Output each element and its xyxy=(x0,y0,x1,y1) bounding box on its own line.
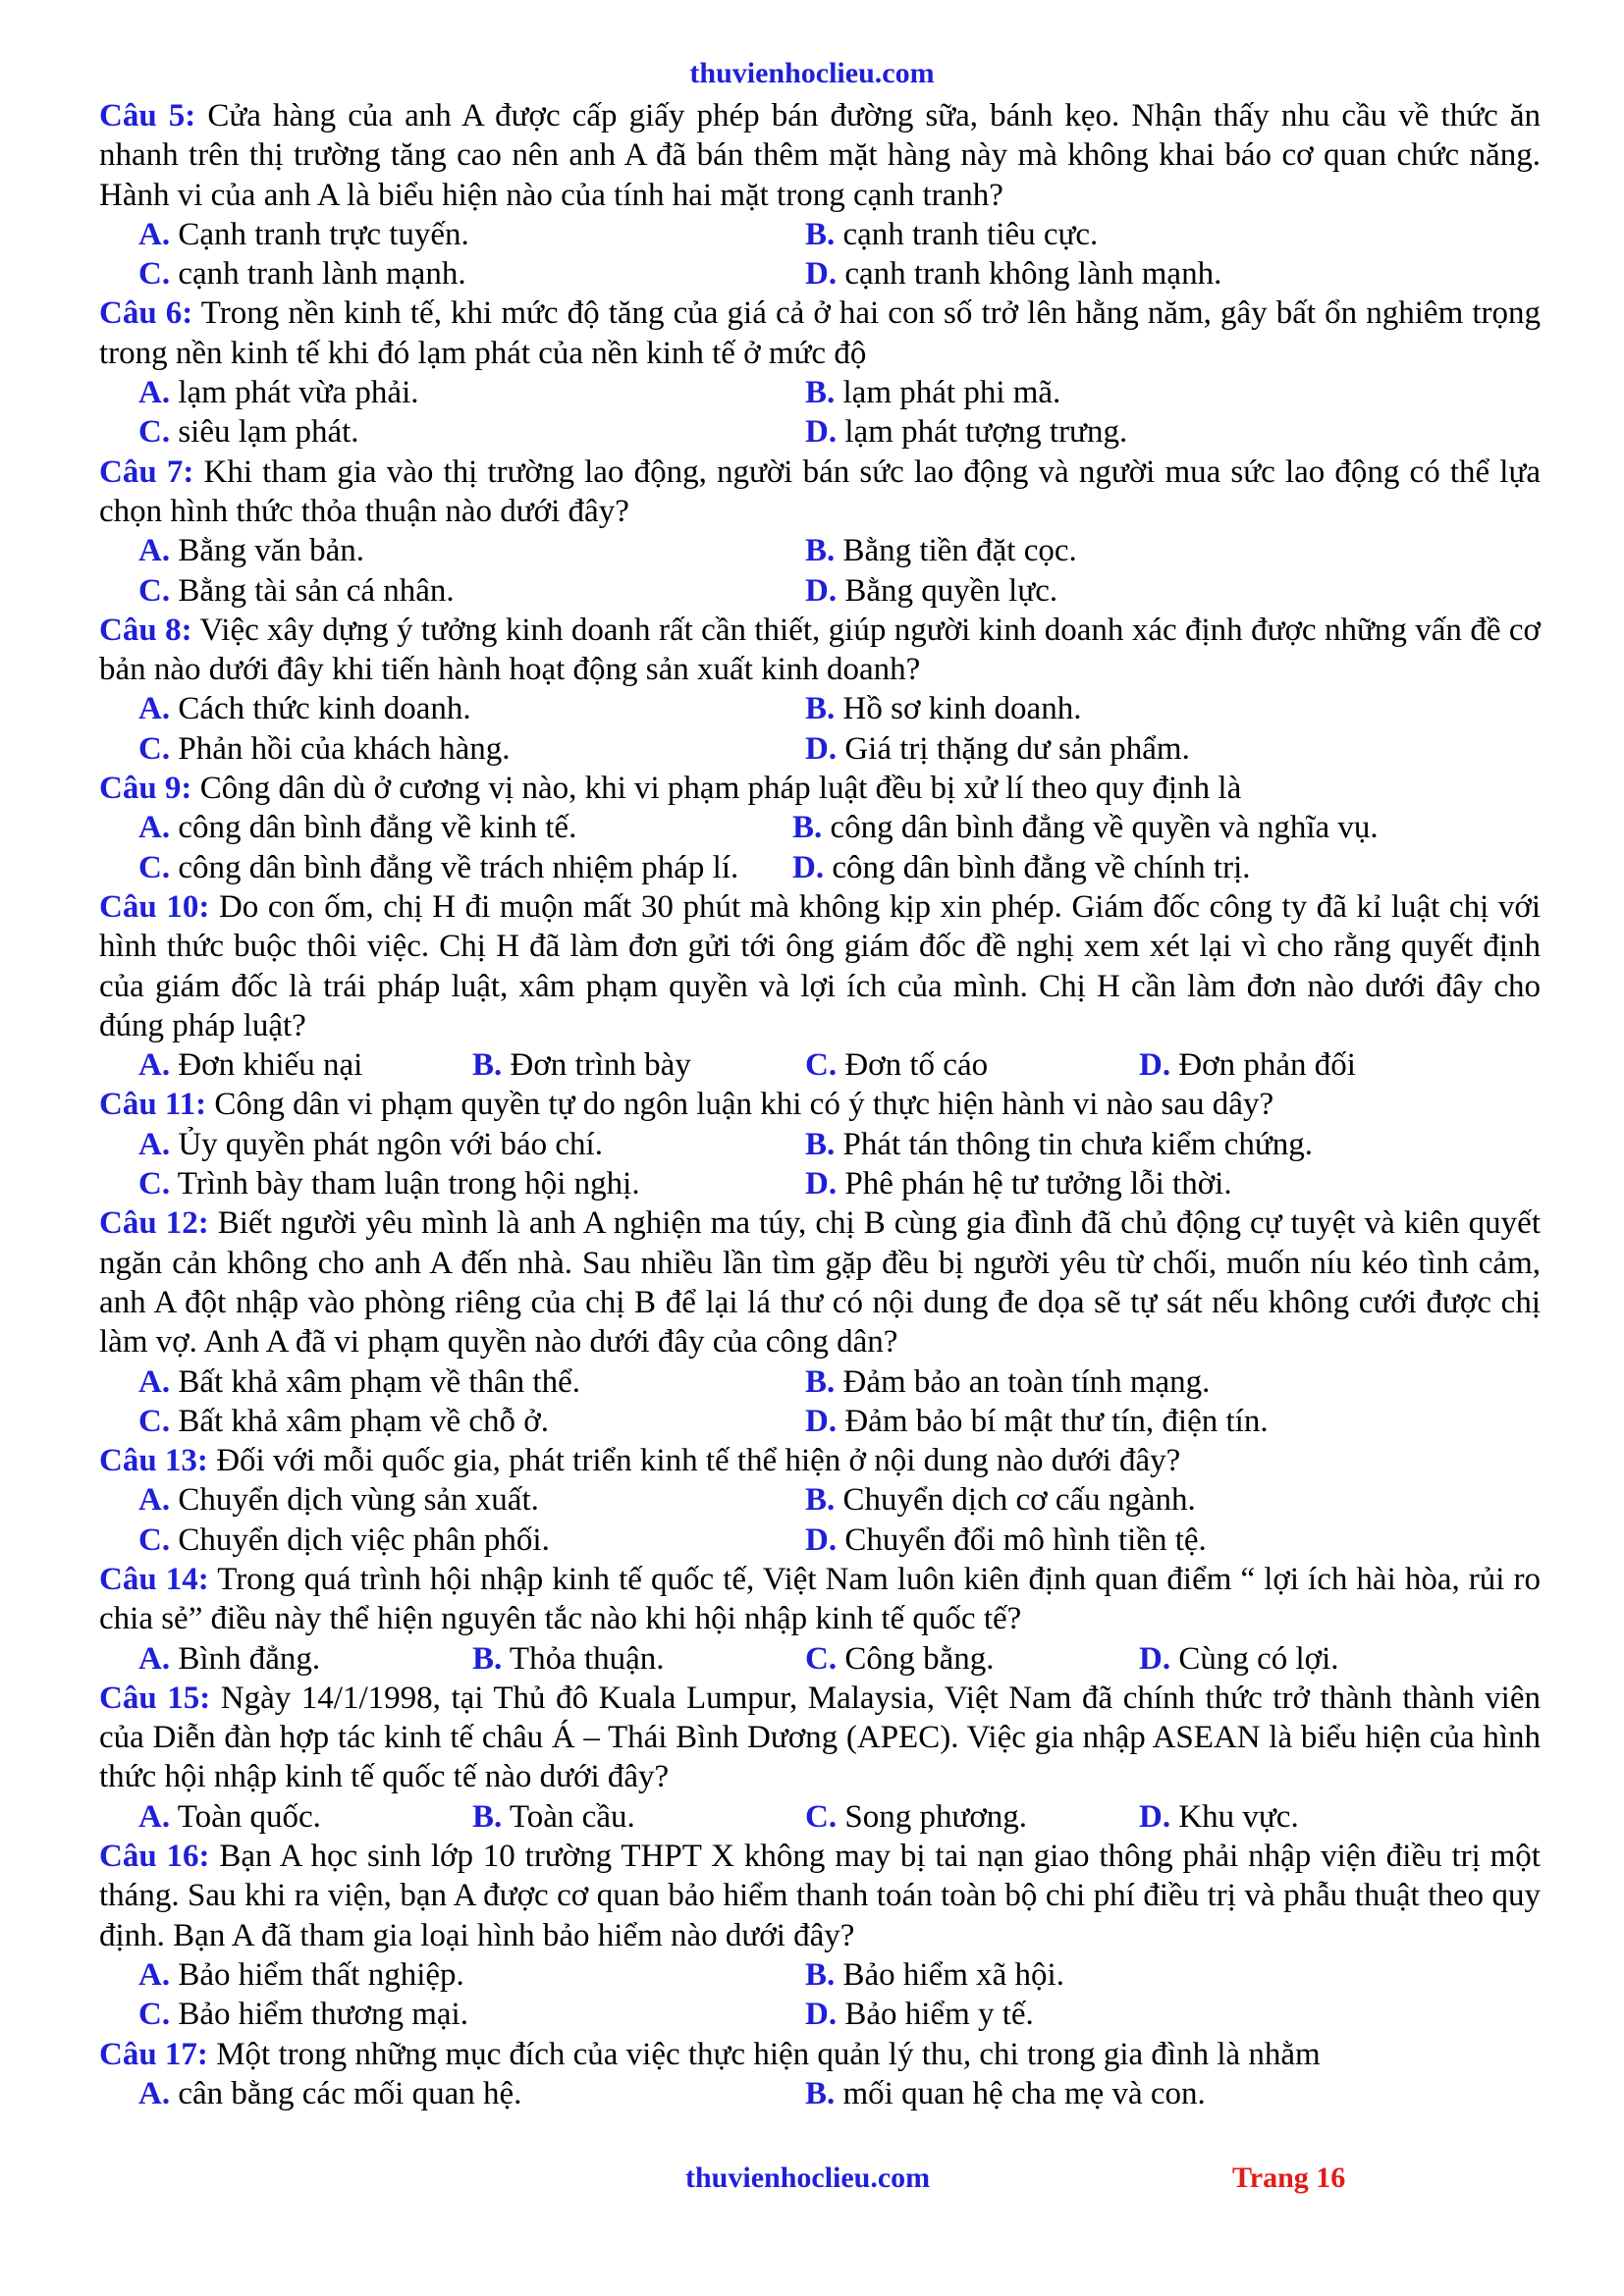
option-letter: A. xyxy=(138,1640,171,1677)
question-label: Câu 17: xyxy=(99,2036,208,2072)
option-text: lạm phát phi mã. xyxy=(842,375,1061,411)
option-b xyxy=(805,1955,1541,1995)
question-6 xyxy=(99,294,1541,452)
option-letter: B. xyxy=(805,2075,836,2111)
question-11 xyxy=(99,1085,1541,1203)
option-text: Phê phán hệ tư tưởng lỗi thời. xyxy=(844,1166,1232,1202)
option-letter: B. xyxy=(472,1640,503,1677)
option-c xyxy=(138,1402,805,1441)
option-text: Khu vực. xyxy=(1178,1798,1299,1835)
option-c xyxy=(138,571,805,611)
questions-list xyxy=(99,96,1541,2113)
option-letter: C. xyxy=(138,1166,171,1202)
option-letter: C. xyxy=(805,1798,838,1835)
question-text: Công dân vi phạm quyền tự do ngôn luận khi có ý thực hiện hành vi nào sau dây? xyxy=(214,1087,1274,1123)
option-letter: D. xyxy=(1139,1798,1171,1835)
option-letter: B. xyxy=(792,810,823,846)
question-13 xyxy=(99,1441,1541,1560)
options xyxy=(99,808,1541,887)
option-text: Công bằng. xyxy=(844,1640,995,1677)
option-letter: A. xyxy=(138,810,171,846)
option-text: Bằng tiền đặt cọc. xyxy=(842,533,1077,569)
question-9 xyxy=(99,769,1541,887)
option-text: công dân bình đẳng về chính trị. xyxy=(832,849,1251,885)
option-letter: C. xyxy=(138,572,171,609)
option-text: Chuyển dịch việc phân phối. xyxy=(178,1522,550,1558)
option-letter: A. xyxy=(138,1363,171,1400)
options xyxy=(99,1125,1541,1204)
option-letter: C. xyxy=(138,256,171,293)
option-text: Thỏa thuận. xyxy=(509,1640,665,1677)
option-d xyxy=(805,412,1541,452)
option-letter: B. xyxy=(805,1956,836,1993)
option-d xyxy=(805,1402,1541,1441)
question-label: Câu 8: xyxy=(99,612,192,648)
option-text: Đơn tố cáo xyxy=(844,1047,989,1084)
option-a xyxy=(138,689,805,728)
option-text: Trình bày tham luận trong hội nghị. xyxy=(177,1166,640,1202)
option-letter: A. xyxy=(138,216,171,252)
option-text: Bảo hiểm y tế. xyxy=(844,1997,1034,2033)
option-letter: D. xyxy=(805,1522,838,1558)
option-b xyxy=(805,1125,1541,1164)
option-b xyxy=(472,1797,805,1837)
option-text: Bất khả xâm phạm về thân thể. xyxy=(178,1363,580,1400)
option-text: Cách thức kinh doanh. xyxy=(178,691,471,727)
option-text: Đơn phản đối xyxy=(1178,1047,1356,1084)
option-text: Phát tán thông tin chưa kiểm chứng. xyxy=(842,1126,1313,1162)
option-text: Chuyển dịch vùng sản xuất. xyxy=(178,1482,539,1519)
option-c xyxy=(805,1639,1139,1679)
option-letter: C. xyxy=(138,1403,171,1439)
options xyxy=(99,373,1541,453)
option-text: Bằng văn bản. xyxy=(178,533,365,569)
option-text: lạm phát tượng trưng. xyxy=(844,414,1128,451)
option-text: công dân bình đẳng về kinh tế. xyxy=(178,810,577,846)
option-d xyxy=(805,1164,1541,1203)
options xyxy=(99,1955,1541,2035)
option-letter: B. xyxy=(805,1126,836,1162)
option-b xyxy=(805,215,1541,254)
option-text: cân bằng các mối quan hệ. xyxy=(178,2075,522,2111)
options xyxy=(99,1639,1541,1679)
option-c xyxy=(138,848,792,887)
question-7 xyxy=(99,453,1541,611)
question-17 xyxy=(99,2035,1541,2114)
options xyxy=(99,215,1541,294)
option-a xyxy=(138,1480,805,1520)
question-text: Trong quá trình hội nhập kinh tế quốc tế, Việt Nam luôn kiên định quan điểm “ lợi ích hài hòa, rủi ro chia sẻ” điều này thể hiện nguyên tắc nào khi hội nhập kinh tế quốc tế? xyxy=(99,1561,1542,1637)
option-text: Bất khả xâm phạm về chỗ ở. xyxy=(178,1403,549,1439)
option-letter: A. xyxy=(138,375,171,411)
option-letter: D. xyxy=(805,1166,838,1202)
question-text: Khi tham gia vào thị trường lao động, người bán sức lao động và người mua sức lao động có thể lựa chọn hình thức thỏa thuận nào dưới đây? xyxy=(99,454,1542,529)
option-b xyxy=(472,1639,805,1679)
option-b xyxy=(805,2074,1541,2113)
option-letter: D. xyxy=(805,414,838,451)
question-5 xyxy=(99,96,1541,294)
option-letter: D. xyxy=(805,572,838,609)
option-text: Song phương. xyxy=(844,1798,1028,1835)
option-letter: A. xyxy=(138,1126,171,1162)
option-text: siêu lạm phát. xyxy=(178,414,359,451)
option-b xyxy=(805,373,1541,412)
option-letter: A. xyxy=(138,1482,171,1519)
option-a xyxy=(138,1639,472,1679)
option-letter: C. xyxy=(805,1047,838,1084)
option-letter: D. xyxy=(1139,1047,1171,1084)
question-label: Câu 11: xyxy=(99,1087,207,1123)
question-label: Câu 12: xyxy=(99,1205,209,1242)
option-letter: B. xyxy=(805,533,836,569)
question-label: Câu 6: xyxy=(99,295,193,332)
option-letter: B. xyxy=(472,1047,503,1084)
option-text: Đảm bảo an toàn tính mạng. xyxy=(842,1363,1211,1400)
question-16 xyxy=(99,1837,1541,2034)
option-letter: C. xyxy=(138,1997,171,2033)
question-label: Câu 9: xyxy=(99,771,192,807)
option-text: mối quan hệ cha mẹ và con. xyxy=(842,2075,1206,2111)
option-text: Đảm bảo bí mật thư tín, điện tín. xyxy=(844,1403,1269,1439)
option-a xyxy=(138,215,805,254)
option-a xyxy=(138,1125,805,1164)
footer-site: thuvienhoclieu.com xyxy=(685,2162,931,2194)
option-a xyxy=(138,373,805,412)
question-15 xyxy=(99,1679,1541,1837)
question-14 xyxy=(99,1560,1541,1679)
options xyxy=(99,1362,1541,1442)
option-text: Chuyển đổi mô hình tiền tệ. xyxy=(844,1522,1207,1558)
option-text: Đơn trình bày xyxy=(510,1047,691,1084)
options xyxy=(99,689,1541,769)
option-text: Bằng quyền lực. xyxy=(844,572,1058,609)
option-text: Bằng tài sản cá nhân. xyxy=(178,572,455,609)
option-a xyxy=(138,1797,472,1837)
option-c xyxy=(138,1995,805,2034)
option-a xyxy=(138,1045,472,1085)
option-text: Bình đẳng. xyxy=(178,1640,321,1677)
question-label: Câu 13: xyxy=(99,1443,208,1479)
option-c xyxy=(138,412,805,452)
question-text: Công dân dù ở cương vị nào, khi vi phạm pháp luật đều bị xử lí theo quy định là xyxy=(199,771,1242,807)
option-b xyxy=(805,1362,1541,1402)
option-letter: A. xyxy=(138,1047,171,1084)
option-letter: D. xyxy=(1139,1640,1171,1677)
option-a xyxy=(138,531,805,570)
question-label: Câu 10: xyxy=(99,888,210,925)
option-c xyxy=(805,1797,1139,1837)
question-10 xyxy=(99,887,1541,1085)
option-c xyxy=(138,1164,805,1203)
option-d xyxy=(805,254,1541,294)
option-c xyxy=(138,254,805,294)
question-label: Câu 14: xyxy=(99,1561,209,1597)
question-text: Ngày 14/1/1998, tại Thủ đô Kuala Lumpur, Malaysia, Việt Nam đã chính thức trở thành thành viên của Diễn đàn hợp tác kinh tế châu Á – Thái Bình Dương (APEC). Việc gia nhập ASEAN là biểu hiện của hình thức hội nhập kinh tế quốc tế nào dưới đây? xyxy=(99,1680,1541,1795)
option-text: Phản hồi của khách hàng. xyxy=(178,730,511,767)
option-letter: A. xyxy=(138,533,171,569)
option-text: Giá trị thặng dư sản phẩm. xyxy=(844,730,1190,767)
option-text: lạm phát vừa phải. xyxy=(178,375,419,411)
option-text: Ủy quyền phát ngôn với báo chí. xyxy=(178,1126,603,1162)
header-site: thuvienhoclieu.com xyxy=(689,57,935,89)
option-b xyxy=(472,1045,805,1085)
question-text: Cửa hàng của anh A được cấp giấy phép bán đường sữa, bánh kẹo. Nhận thấy nhu cầu về thức ăn nhanh trên thị trường tăng cao nên anh A đã bán thêm mặt hàng này mà không khai báo cơ quan chức năng. Hành vi của anh A là biểu hiện nào của tính hai mặt trong cạnh tranh? xyxy=(99,98,1541,213)
option-a xyxy=(138,2074,805,2113)
option-text: cạnh tranh tiêu cực. xyxy=(842,216,1099,252)
option-letter: A. xyxy=(138,2075,171,2111)
option-letter: D. xyxy=(805,730,838,767)
option-text: Đơn khiếu nại xyxy=(178,1047,363,1084)
options xyxy=(99,1045,1541,1085)
option-letter: C. xyxy=(138,849,171,885)
option-text: công dân bình đẳng về quyền và nghĩa vụ. xyxy=(830,810,1379,846)
option-c xyxy=(138,1521,805,1560)
option-d xyxy=(805,571,1541,611)
option-letter: A. xyxy=(138,691,171,727)
option-c xyxy=(138,729,805,769)
option-letter: C. xyxy=(138,1522,171,1558)
option-b xyxy=(805,689,1541,728)
option-d xyxy=(805,729,1541,769)
option-letter: C. xyxy=(138,414,171,451)
option-b xyxy=(792,808,1541,847)
option-a xyxy=(138,1955,805,1995)
question-text: Biết người yêu mình là anh A nghiện ma túy, chị B cùng gia đình đã chủ động cự tuyệt và kiên quyết ngăn cản không cho anh A đến nhà. Sau nhiều lần tìm gặp đều bị người yêu từ chối, muốn níu kéo tình cảm, anh A đột nhập vào phòng riêng của chị B để lại lá thư có nội dung đe dọa sẽ tự sát nếu không cưới được chị làm vợ. Anh A đã vi phạm quyền nào dưới đây của công dân? xyxy=(99,1205,1542,1361)
option-letter: A. xyxy=(138,1798,171,1835)
question-label: Câu 7: xyxy=(99,454,194,490)
option-a xyxy=(138,1362,805,1402)
options xyxy=(99,1480,1541,1560)
option-d xyxy=(1139,1045,1541,1085)
question-text: Trong nền kinh tế, khi mức độ tăng của giá cả ở hai con số trở lên hằng năm, gây bất ổn nghiêm trọng trong nền kinh tế khi đó lạm phát của nền kinh tế ở mức độ xyxy=(99,295,1542,371)
option-text: Hồ sơ kinh doanh. xyxy=(842,691,1082,727)
options xyxy=(99,1797,1541,1837)
option-b xyxy=(805,531,1541,570)
question-text: Việc xây dựng ý tưởng kinh doanh rất cần thiết, giúp người kinh doanh xác định được những vấn đề cơ bản nào dưới đây khi tiến hành hoạt động sản xuất kinh doanh? xyxy=(99,612,1541,688)
option-text: Bảo hiểm thương mại. xyxy=(178,1997,468,2033)
question-text: Do con ốm, chị H đi muộn mất 30 phút mà không kịp xin phép. Giám đốc công ty đã kỉ luật chị với hình thức buộc thôi việc. Chị H đã làm đơn gửi tới ông giám đốc đề nghị xem xét lại vì cho rằng quyết định của giám đốc là trái pháp luật, xâm phạm quyền và lợi ích của mình. Chị H cần làm đơn nào dưới đây cho đúng pháp luật? xyxy=(99,888,1541,1043)
option-letter: D. xyxy=(805,256,838,293)
option-letter: D. xyxy=(792,849,825,885)
option-text: cạnh tranh không lành mạnh. xyxy=(844,256,1222,293)
option-c xyxy=(805,1045,1139,1085)
option-letter: C. xyxy=(805,1640,838,1677)
question-text: Một trong những mục đích của việc thực hiện quản lý thu, chi trong gia đình là nhằm xyxy=(216,2036,1321,2072)
option-letter: B. xyxy=(805,375,836,411)
option-text: Toàn cầu. xyxy=(509,1798,635,1835)
option-text: công dân bình đẳng về trách nhiệm pháp lí. xyxy=(178,849,739,885)
question-12 xyxy=(99,1203,1541,1441)
option-d xyxy=(792,848,1541,887)
option-d xyxy=(1139,1797,1541,1837)
option-letter: C. xyxy=(138,730,171,767)
option-letter: B. xyxy=(805,1363,836,1400)
option-letter: B. xyxy=(805,1482,836,1519)
option-text: cạnh tranh lành mạnh. xyxy=(178,256,466,293)
option-text: Cạnh tranh trực tuyến. xyxy=(178,216,469,252)
option-letter: B. xyxy=(472,1798,503,1835)
option-a xyxy=(138,808,792,847)
option-d xyxy=(805,1521,1541,1560)
question-text: Bạn A học sinh lớp 10 trường THPT X không may bị tai nạn giao thông phải nhập viện điều trị một tháng. Sau khi ra viện, bạn A được cơ quan bảo hiểm thanh toán toàn bộ chi phí điều trị và phẫu thuật theo quy định. Bạn A đã tham gia loại hình bảo hiểm nào dưới đây? xyxy=(99,1839,1541,1953)
option-letter: D. xyxy=(805,1997,838,2033)
option-text: Cùng có lợi. xyxy=(1178,1640,1339,1677)
option-letter: A. xyxy=(138,1956,171,1993)
option-d xyxy=(805,1995,1541,2034)
question-label: Câu 15: xyxy=(99,1680,211,1716)
option-letter: B. xyxy=(805,691,836,727)
option-text: Toàn quốc. xyxy=(177,1798,321,1835)
options xyxy=(99,2074,1541,2113)
question-text: Đối với mỗi quốc gia, phát triển kinh tế thể hiện ở nội dung nào dưới đây? xyxy=(216,1443,1181,1479)
question-label: Câu 5: xyxy=(99,98,196,133)
option-text: Bảo hiểm xã hội. xyxy=(842,1956,1064,1993)
question-8 xyxy=(99,611,1541,769)
option-text: Bảo hiểm thất nghiệp. xyxy=(178,1956,464,1993)
options xyxy=(99,531,1541,611)
question-label: Câu 16: xyxy=(99,1839,210,1875)
option-letter: D. xyxy=(805,1403,838,1439)
option-text: Chuyển dịch cơ cấu ngành. xyxy=(842,1482,1196,1519)
option-d xyxy=(1139,1639,1541,1679)
option-b xyxy=(805,1480,1541,1520)
page-number: Trang 16 xyxy=(1232,2162,1346,2194)
option-letter: B. xyxy=(805,216,836,252)
